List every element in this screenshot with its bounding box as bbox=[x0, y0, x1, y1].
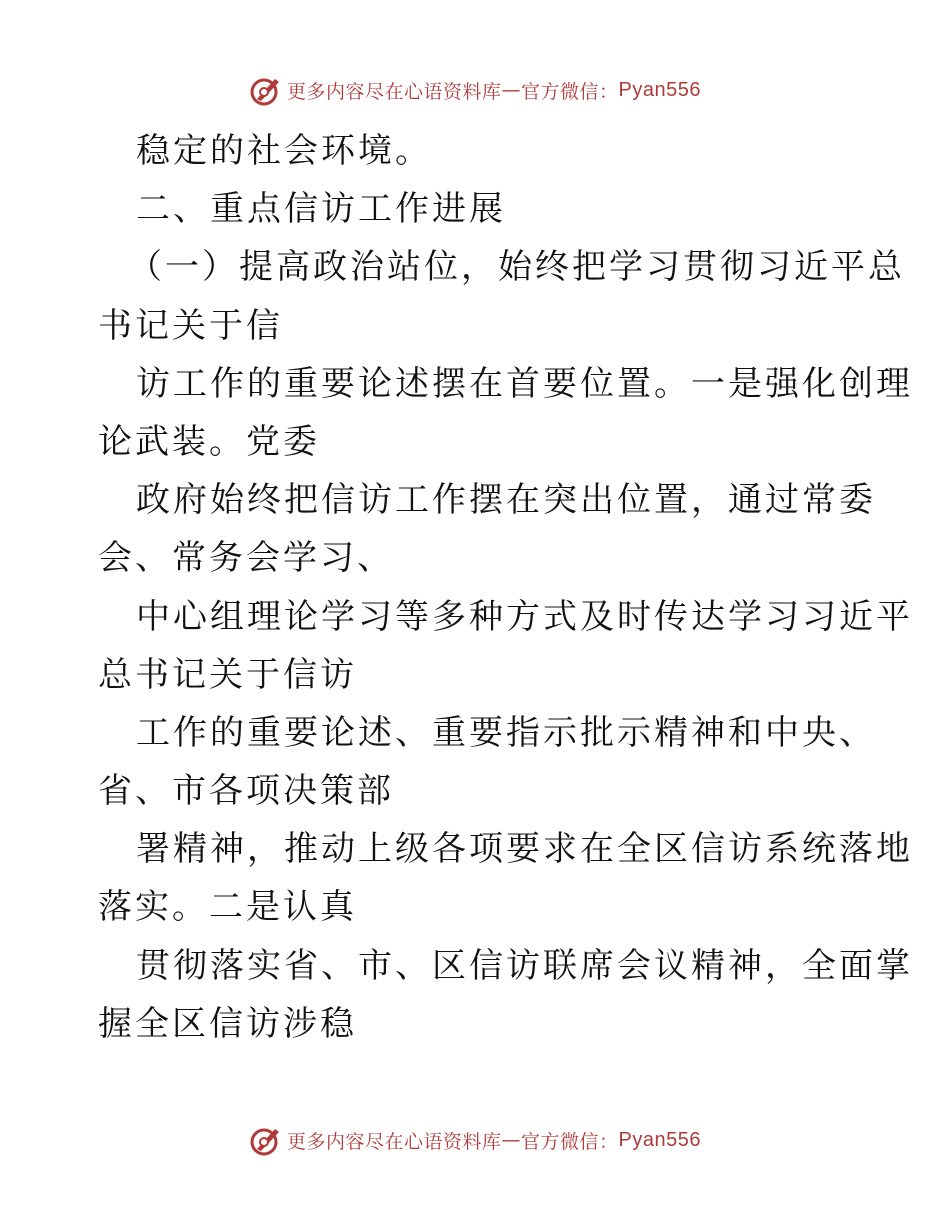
header-watermark bbox=[0, 70, 950, 110]
header-wechat-id: Pyan556 bbox=[618, 78, 701, 101]
body-line: 署精神，推动上级各项要求在全区信访系统落地 bbox=[136, 829, 913, 870]
document-body bbox=[98, 122, 913, 1053]
footer-dash: — bbox=[501, 1129, 522, 1151]
footer-wechat-label: 官方微信： bbox=[521, 1130, 619, 1153]
body-line: 落实。二是认真 bbox=[98, 887, 357, 928]
quill-logo-icon bbox=[249, 73, 283, 107]
footer-watermark bbox=[0, 1120, 950, 1160]
body-line: 会、常务会学习、 bbox=[98, 538, 394, 579]
body-line: 政府始终把信访工作摆在突出位置，通过常委 bbox=[136, 480, 876, 521]
quill-logo-icon bbox=[249, 1123, 283, 1157]
section-heading: 二、重点信访工作进展 bbox=[136, 189, 506, 230]
body-line: 访工作的重要论述摆在首要位置。一是强化创理 bbox=[136, 363, 913, 404]
subsection-heading: （一）提高政治站位，始终把学习贯彻习近平总 bbox=[128, 247, 905, 288]
footer-text: 更多内容尽在心语资料库 bbox=[287, 1130, 502, 1153]
header-text: 更多内容尽在心语资料库 bbox=[287, 80, 502, 103]
body-line: 论武装。党委 bbox=[98, 421, 320, 462]
body-line: 贯彻落实省、市、区信访联席会议精神，全面掌 bbox=[136, 945, 913, 986]
header-wechat-label: 官方微信： bbox=[521, 80, 619, 103]
body-line: 握全区信访涉稳 bbox=[98, 1003, 357, 1044]
footer-wechat-id: Pyan556 bbox=[618, 1128, 701, 1151]
body-line: 工作的重要论述、重要指示批示精神和中央、 bbox=[136, 712, 876, 753]
body-line: 省、市各项决策部 bbox=[98, 771, 394, 812]
body-line: 总书记关于信访 bbox=[98, 654, 357, 695]
body-line: 稳定的社会环境。 bbox=[136, 131, 432, 171]
body-line: 中心组理论学习等多种方式及时传达学习习近平 bbox=[136, 596, 913, 637]
body-line: 书记关于信 bbox=[98, 305, 283, 346]
header-dash: — bbox=[501, 79, 522, 101]
